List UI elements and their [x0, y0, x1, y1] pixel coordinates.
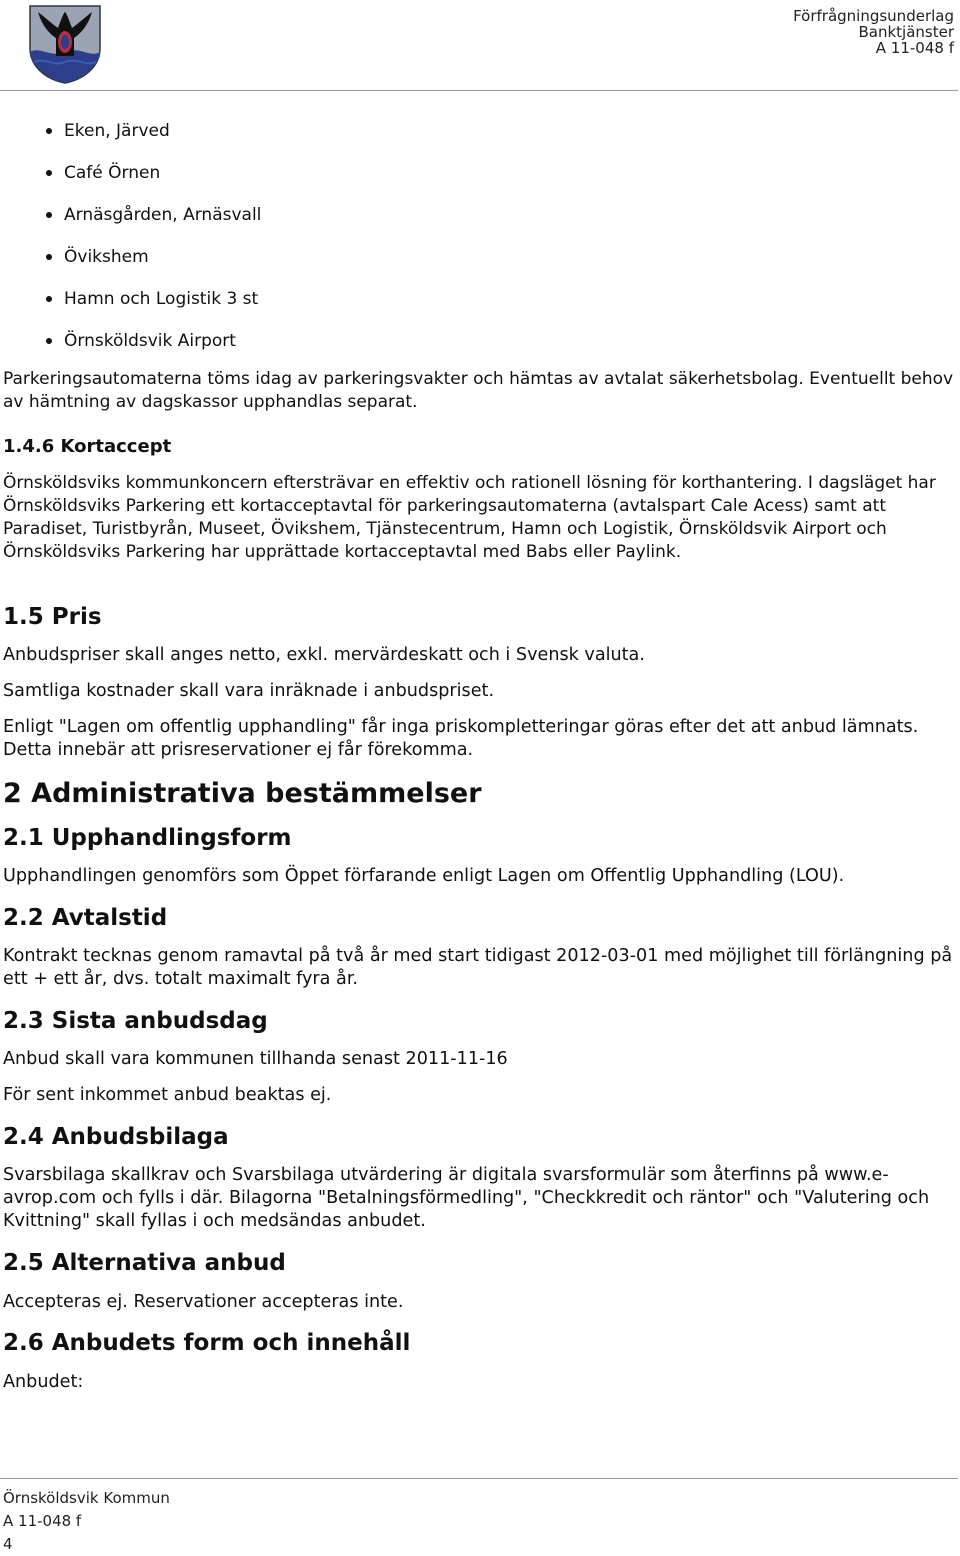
heading-2-6: 2.6 Anbudets form och innehåll — [3, 1330, 411, 1356]
list-item: Örnsköldsvik Airport — [3, 328, 955, 370]
heading-2: 2 Administrativa bestämmelser — [3, 778, 482, 809]
heading-2-5: 2.5 Alternativa anbud — [3, 1250, 286, 1276]
header-divider — [0, 90, 958, 91]
header-title: Förfrågningsunderlag — [793, 7, 954, 25]
paragraph-2-4: Svarsbilaga skallkrav och Svarsbilaga utvärdering är digitala svarsformulär som återfinns på www.e-avrop.com och fylls i där. Bilagorna "Betalningsförmedling", "Checkkredit och räntor" och "Valutering och Kvittning" skall fyllas i och medsändas anbudet. — [3, 1165, 930, 1231]
heading-2-3: 2.3 Sista anbudsdag — [3, 1008, 268, 1034]
header-subtitle: Banktjänster — [858, 23, 954, 41]
paragraph-parking: Parkeringsautomaterna töms idag av parkeringsvakter och hämtas av avtalat säkerhetsbolag. Eventuellt behov av hämtning av dagskassor upphandlas separat. — [3, 369, 954, 412]
paragraph-pris-3: Enligt "Lagen om offentlig upphandling" får inga priskompletteringar göras efter det att anbud lämnats. Detta innebär att prisreservationer ej får förekomma. — [3, 717, 919, 760]
list-item: Hamn och Logistik 3 st — [3, 286, 955, 328]
list-item: Arnäsgården, Arnäsvall — [3, 202, 955, 244]
page-number: 4 — [3, 1535, 13, 1553]
heading-2-4: 2.4 Anbudsbilaga — [3, 1124, 229, 1150]
location-bullet-list — [3, 118, 955, 370]
footer-divider — [0, 1478, 958, 1479]
paragraph-kortaccept: Örnsköldsviks kommunkoncern eftersträvar en effektiv och rationell lösning för korthantering. I dagsläget har Örnsköldsviks Parkering ett kortacceptavtal för parkeringsautomaterna (avtalspart Cale Acess) samt att Paradiset, Turistbyrån, Museet, Övikshem, Tjänstecentrum, Hamn och Logistik, Örnsköldsvik Airport och Örnsköldsviks Parkering har upprättade kortacceptavtal med Babs eller Paylink. — [3, 473, 936, 562]
footer-doc-number: A 11-048 f — [3, 1512, 82, 1530]
footer-organization: Örnsköldsvik Kommun — [3, 1489, 170, 1507]
heading-1-5: 1.5 Pris — [3, 604, 102, 630]
bullet-list-container — [3, 118, 955, 370]
list-item: Övikshem — [3, 244, 955, 286]
list-item: Eken, Järved — [3, 118, 955, 160]
document-reference — [793, 8, 954, 56]
paragraph-2-1: Upphandlingen genomförs som Öppet förfarande enligt Lagen om Offentlig Upphandling (LOU). — [3, 866, 845, 886]
page-footer — [3, 1487, 170, 1556]
list-item: Café Örnen — [3, 160, 955, 202]
heading-1-4-6: 1.4.6 Kortaccept — [3, 436, 172, 457]
heading-2-1: 2.1 Upphandlingsform — [3, 825, 292, 851]
paragraph-pris-2: Samtliga kostnader skall vara inräknade i anbudspriset. — [3, 681, 495, 701]
paragraph-2-3a: Anbud skall vara kommunen tillhanda senast 2011-11-16 — [3, 1049, 508, 1069]
paragraph-2-6: Anbudet: — [3, 1372, 84, 1392]
paragraph-2-3b: För sent inkommet anbud beaktas ej. — [3, 1085, 332, 1105]
municipal-coat-of-arms-icon — [28, 4, 102, 84]
page-header — [0, 0, 960, 92]
heading-2-2: 2.2 Avtalstid — [3, 905, 168, 931]
paragraph-2-5: Accepteras ej. Reservationer accepteras inte. — [3, 1292, 404, 1312]
paragraph-2-2: Kontrakt tecknas genom ramavtal på två år med start tidigast 2012-03-01 med möjlighet till förlängning på ett + ett år, dvs. totalt maximalt fyra år. — [3, 946, 953, 989]
header-doc-number: A 11-048 f — [875, 39, 954, 57]
paragraph-pris-1: Anbudspriser skall anges netto, exkl. mervärdeskatt och i Svensk valuta. — [3, 645, 645, 665]
